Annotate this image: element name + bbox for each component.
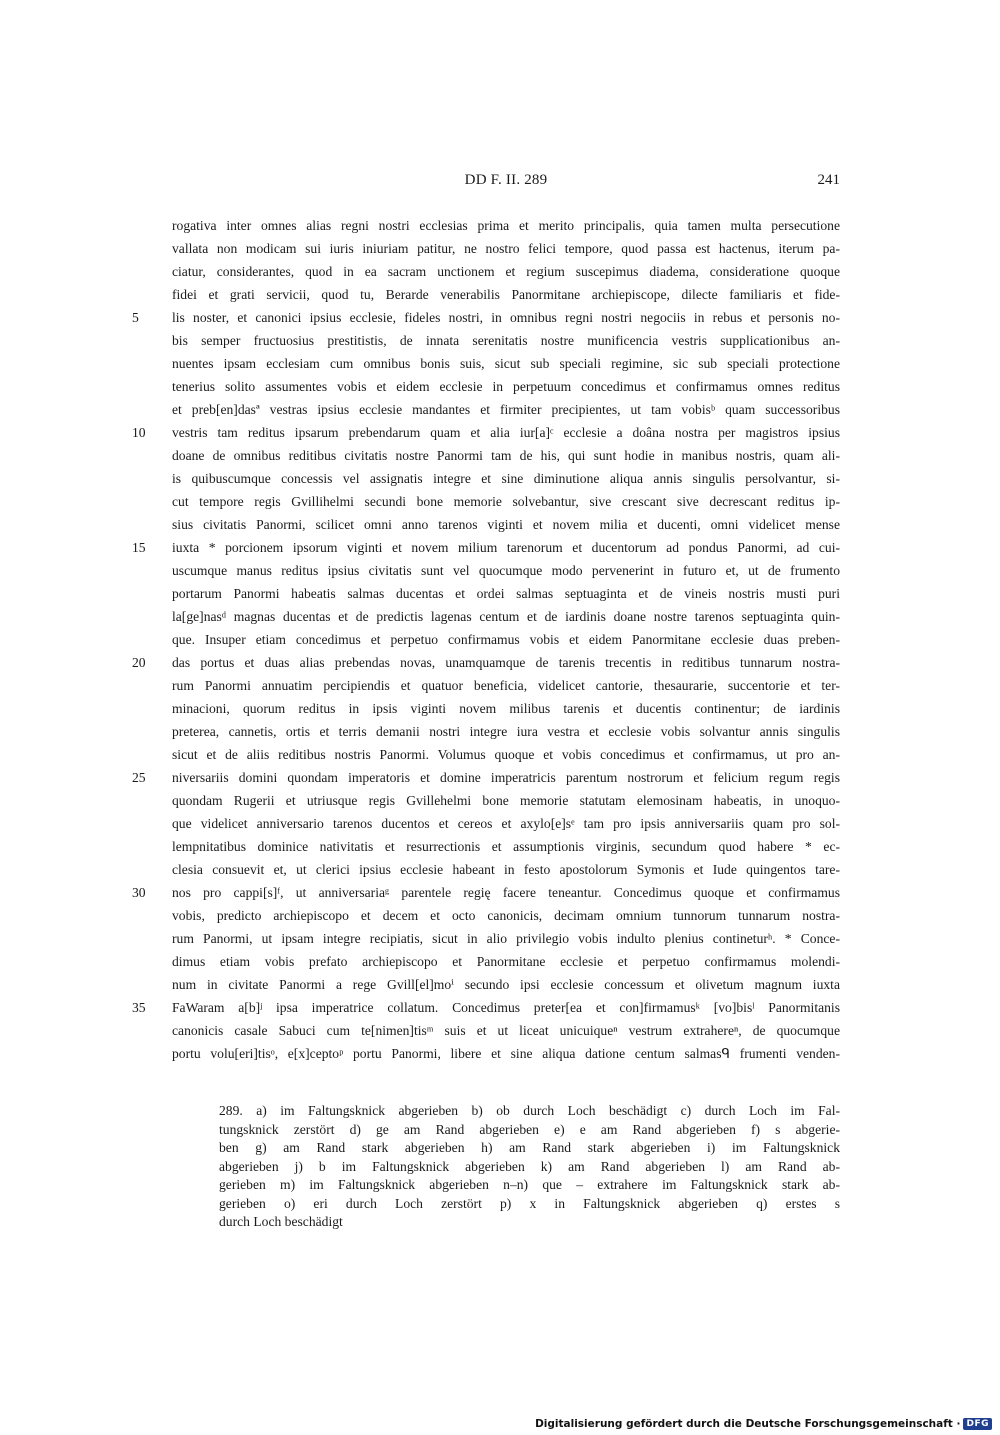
note-line: 289. a) im Faltungsknick abgerieben b) ob durch Loch beschädigt c) durch Loch im Fal- [219, 1103, 840, 1118]
text-line [172, 927, 840, 950]
text-line [172, 237, 840, 260]
line-text: is quibuscumque concessis vel assignatis integre et sine diminutione aliqua annis singulis persolvantur, si- [172, 471, 840, 486]
text-line [132, 996, 840, 1019]
text-line [172, 1042, 840, 1065]
line-text: rum Panormi, ut ipsam integre recipiatis, sicut in alio privilegio vobis indulto plenius contineturʰ. * Conce- [172, 931, 840, 946]
text-line [172, 628, 840, 651]
line-number: 5 [132, 310, 139, 325]
text-line [132, 766, 840, 789]
text-line [172, 812, 840, 835]
text-line [172, 789, 840, 812]
line-number: 35 [132, 1000, 146, 1015]
text-line [132, 881, 840, 904]
line-text: minacioni, quorum reditus in ipsis viginti novem milibus tarenis et ducentis continentur; de iardinis [172, 701, 840, 716]
note-line: abgerieben j) b im Faltungsknick abgerieben k) am Rand abgerieben l) am Rand ab- [219, 1158, 840, 1174]
line-text: sicut et de aliis reditibus nostris Panormi. Volumus quoque et vobis concedimus et confirmamus, ut pro an- [172, 747, 840, 762]
line-text: FaWaram a[b]ʲ ipsa imperatrice collatum. Concedimus preter[ea et con]firmamusᵏ [vo]bisˡ Panormitanis [172, 1000, 840, 1015]
page-header [172, 172, 840, 196]
dfg-logo: DFG [963, 1418, 992, 1430]
line-text: canonicis casale Sabuci cum te[nimen]tisᵐ suis et ut liceat unicuiqueⁿ vestrum extrahereⁿ, de quocumque [172, 1023, 840, 1038]
text-line [172, 260, 840, 283]
text-line [172, 858, 840, 881]
line-text: sius civitatis Panormi, scilicet omni anno tarenos viginti et novem milia et ducenti, omni videlicet mense [172, 517, 840, 532]
text-line [172, 674, 840, 697]
text-line [172, 352, 840, 375]
text-line [172, 283, 840, 306]
line-number: 25 [132, 770, 146, 785]
line-text: ciatur, considerantes, quod in ea sacram unctionem et regium suscepimus diadema, consideratione quoque [172, 264, 840, 279]
text-line [132, 421, 840, 444]
note-line: gerieben m) im Faltungsknick abgerieben n–n) que – extrahere im Faltungsknick stark ab- [219, 1177, 840, 1192]
text-line [172, 513, 840, 536]
text-line [172, 444, 840, 467]
line-text: la[ge]nasᵈ magnas ducentas et de predictis lagenas centum et de iardinis doane nostre tarenos septuaginta quin- [172, 609, 840, 624]
line-text: rum Panormi annuatim percipiendis et quatuor beneficia, videlicet cantorie, thesaurarie, succentorie et ter- [172, 678, 840, 693]
line-text: que videlicet anniversario tarenos ducentos et cereos et axylo[e]sᵉ tam pro ipsis anniversariis quam pro sol- [172, 816, 840, 831]
text-line [172, 1019, 840, 1042]
note-line: ben g) am Rand stark abgerieben h) am Rand stark abgerieben i) im Faltungsknick [219, 1140, 840, 1155]
line-number: 30 [132, 885, 146, 900]
text-line [132, 536, 840, 559]
line-text: cut tempore regis Gvillihelmi secundi bone memorie solvebantur, sive crescant sive decrescant reditus ip- [172, 494, 840, 509]
line-text: tenerius solito assumentes vobis et eidem ecclesie in perpetuum concedimus et confirmamus omnes reditus [172, 379, 840, 394]
line-text: nuentes ipsam ecclesiam cum omnibus bonis suis, sicut sub speciali regimine, sic sub speciali protectione [172, 356, 840, 371]
line-text: portu volu[eri]tisᵒ, e[x]ceptoᵖ portu Panormi, libere et sine aliqua datione centum salmasᑫ frumenti venden- [172, 1046, 840, 1061]
line-text: fidei et grati servicii, quod tu, Berarde venerabilis Panormitane archiepiscope, dilecte familiaris et fide- [172, 287, 840, 302]
line-text: dimus etiam vobis prefato archiepiscopo et Panormitane ecclesie et perpetuo confirmamus molendi- [172, 954, 840, 969]
page-number: 241 [817, 172, 840, 188]
line-number: 20 [132, 655, 146, 670]
note-line: gerieben o) eri durch Loch zerstört p) x in Faltungsknick abgerieben q) erstes s [219, 1195, 840, 1211]
main-text [132, 214, 840, 1065]
line-text: rogativa inter omnes alias regni nostri ecclesias prima et merito principalis, quia tamen multa persecutione [172, 218, 840, 233]
text-line [172, 559, 840, 582]
line-text: num in civitate Panormi a rege Gvill[el]moⁱ secundo ipsi ecclesie concessum et olivetum magnum iuxta [172, 977, 840, 992]
text-line [172, 697, 840, 720]
line-text: niversariis domini quondam imperatoris et domine imperatricis parentum nostrorum et felicium regum regis [172, 770, 840, 785]
line-text: vallata non modicam sui iuris iniuriam patitur, ne nostro felici tempore, quod passa est hactenus, iterum pa- [172, 241, 840, 256]
line-text: quondam Rugerii et utriusque regis Gvillehelmi bone memorie statutam elemosinam habeatis, in unoquo- [172, 793, 840, 808]
note-line: durch Loch beschädigt [219, 1214, 343, 1229]
text-line [172, 605, 840, 628]
line-text: lis noster, et canonici ipsius ecclesie, fideles nostri, in omnibus regni nostri negociis in rebus et personis no- [172, 310, 840, 325]
text-line [172, 467, 840, 490]
text-line [132, 306, 840, 329]
text-line [172, 375, 840, 398]
text-line [132, 651, 840, 674]
funding-footer [535, 1416, 992, 1432]
document-reference: DD F. II. 289 [464, 172, 548, 188]
text-line [172, 950, 840, 973]
critical-apparatus [219, 1102, 840, 1232]
text-line [172, 490, 840, 513]
text-line [172, 398, 840, 421]
line-text: et preb[en]dasª vestras ipsius ecclesie mandantes et firmiter precipientes, ut tam vobisᵇ quam successoribus [172, 402, 840, 417]
funding-note: Digitalisierung gefördert durch die Deutsche Forschungsgemeinschaft · [535, 1418, 961, 1430]
line-text: bis semper fructuosius prestitistis, de innata serenitatis nostre munificencia vestris supplicationibus an- [172, 333, 840, 348]
text-line [172, 720, 840, 743]
text-line [172, 743, 840, 766]
line-text: doane de omnibus reditibus civitatis nostre Panormi tam de his, qui sunt hodie in manibus nostris, quam ali- [172, 448, 840, 463]
line-text: vestris tam reditus ipsarum prebendarum quam et alia iur[a]ᶜ ecclesie a doâna nostra per magistros ipsius [172, 425, 840, 440]
text-line [172, 214, 840, 237]
line-text: preterea, cannetis, ortis et terris demanii nostri integre iura vestra et ecclesie vobis solvantur annis singulis [172, 724, 840, 739]
line-text: vobis, predicto archiepiscopo et decem et octo canonicis, decimam omnium tunnorum tunnarum nostra- [172, 908, 840, 923]
text-line [172, 582, 840, 605]
line-text: clesia consuevit et, ut clerici ipsius ecclesie habeant in festo apostolorum Symonis et Iude quingentos tare- [172, 862, 840, 877]
line-number: 15 [132, 540, 146, 555]
text-line [172, 973, 840, 996]
line-number: 10 [132, 425, 146, 440]
line-text: das portus et duas alias prebendas novas, unamquamque de tarenis trecentis in reditibus tunnarum nostra- [172, 655, 840, 670]
text-line [172, 835, 840, 858]
line-text: lempnitatibus dominice nativitatis et resurrectionis et assumptionis virginis, secundum quod habere * ec- [172, 839, 840, 854]
text-line [172, 904, 840, 927]
text-line [172, 329, 840, 352]
line-text: nos pro cappi[s]ᶠ, ut anniversariaᵍ parentele regię facere teneantur. Concedimus quoque et confirmamus [172, 885, 840, 900]
line-text: que. Insuper etiam concedimus et perpetuo confirmamus vobis et eidem Panormitane ecclesie duas preben- [172, 632, 840, 647]
line-text: portarum Panormi habeatis salmas ducentas et ordei salmas septuaginta et de vineis nostris musti puri [172, 586, 840, 601]
note-line: tungsknick zerstört d) ge am Rand abgerieben e) e am Rand abgerieben f) s abgerie- [219, 1121, 840, 1137]
line-text: uscumque manus reditus ipsius civitatis sunt vel quocumque modo pervenerint in futuro et, ut de frumento [172, 563, 840, 578]
line-text: iuxta * porcionem ipsorum viginti et novem milium tarenorum et ducentorum ad pondus Panormi, ad cui- [172, 540, 840, 555]
